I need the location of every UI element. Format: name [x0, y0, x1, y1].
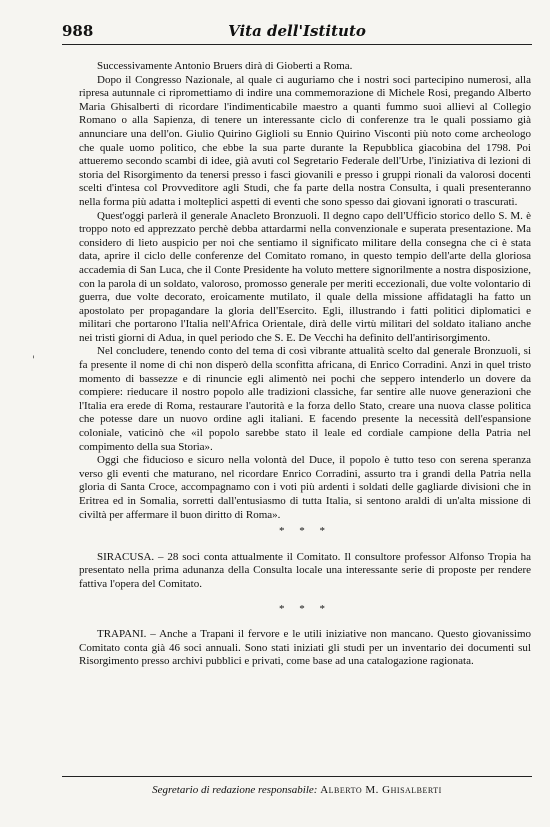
page-header	[62, 18, 532, 40]
paragraph-congresso: Dopo il Congresso Nazionale, al quale ci auguriamo che i nostri soci partecipino numerosi, alla ripresa autunnale ci ripromettiamo di indire una commemorazione di Michele Rosi, pregando Alberto Maria Ghisalberti di ricordare l'indimenticabile maestro a quanti fummo suoi allievi al Collegio Romano o alla Sapienza, di tenere un interessante ciclo di conferenze tra le quali possiamo già annunciare una dell'on. Giulio Quirino Giglioli su Ennio Quirino Visconti più noto come archeologo che quale uomo politico, che ebbe la sua parte durante la Repubblica giacobina del 1798. Poi attueremo secondo scambi di idee, già avuti col Segretario Federale dell'Urbe, l'iniziativa di lezioni di storia del Risorgimento da tenersi presso i fasci giovanili e presso i gruppi rionali da valorosi docenti scelti d'intesa col Provveditore agli Studi, che fa parte della nostra Consulta, i quali presenteranno nella forma più adatta i molteplici aspetti di eventi che sono spesso dai giovani ignorati o trascurati.	[79, 73, 531, 208]
page-footer	[62, 784, 532, 796]
paragraph-bruers: Successivamente Antonio Bruers dirà di Gioberti a Roma.	[97, 60, 353, 72]
footer-label: Segretario di redazione responsabile:	[152, 784, 318, 796]
section-separator: * * *	[279, 602, 331, 615]
footer-rule	[62, 776, 532, 777]
section-separator: * * *	[279, 525, 331, 538]
body-text	[79, 60, 531, 669]
margin-mark: '	[32, 355, 35, 366]
paragraph-bronzuoli: Quest'oggi parlerà il generale Anacleto Bronzuoli. Il degno capo dell'Ufficio storico dello S. M. è troppo noto ed apprezzato perchè debba attardarmi nella convenzionale e superata presentazione. Ma considero di lieto auspicio per noi che sentiamo il significato militare della consegna che ci è stata data, aprire il ciclo delle conferenze del Comitato romano, in questo tempio dell'arte della gloriosa accademia di San Luca, che il Conte Presidente ha voluto mettere signorilmente a nostra disposizione, con la parola di un soldato, valoroso, promosso generale per meriti eccezionali, due volte volontario di guerra, due volte decorato, eroicamente mutilato, il quale della missione affidatagli ha fatto un apostolato per propagandare la gloria dell'Esercito. Egli, illustrando i fatti politici diplomatici e militari che portarono l'Italia nell'Africa Orientale, dirà delle virtù militari del soldato italiano anche nei tristi giorni di Adua, in quel periodo che S. E. De Vecchi ha definito dell'antirisorgimento.	[79, 209, 531, 344]
header-rule	[62, 44, 532, 45]
paragraph-corradini: Oggi che fiducioso e sicuro nella volontà del Duce, il popolo è tutto teso con serena speranza verso gli eventi che maturano, nel ricordare Enrico Corradini, assurto tra i grandi della Patria nella gloria di Santa Croce, accompagnamo con i voti più ardenti i soldati delle gagliarde divisioni che in Eritrea ed in Somalia, sorretti dall'entusiasmo di tutta Italia, si sentono araldi di un'alta missione di civiltà per affermare il buon diritto di Roma».	[79, 454, 531, 521]
footer-editor-name: Alberto M. Ghisalberti	[320, 784, 442, 796]
running-title: Vita dell'Istituto	[228, 22, 366, 40]
page-number: 988	[62, 22, 94, 40]
paragraph-siracusa: SIRACUSA. – 28 soci conta attualmente il Comitato. Il consultore professor Alfonso Tropia ha presentato nella prima adunanza della Consulta locale una interessante serie di proposte per rendere fattiva l'opera del Comitato.	[79, 550, 531, 590]
paragraph-trapani: TRAPANI. – Anche a Trapani il fervore e le utili iniziative non mancano. Questo giovanissimo Comitato conta già 46 soci annuali. Sono stati iniziati gli studi per un inventario dei documenti sul Risorgimento presso archivi pubblici e privati, come base ad una catalogazione ragionata.	[79, 628, 531, 668]
paragraph-conclusione: Nel concludere, tenendo conto del tema di così vibrante attualità scelto dal generale Bronzuoli, si fa presente il nome di chi non disperò della sconfitta africana, di Enrico Corradini. Anzi in quel tristo momento di bassezze e di rinuncie egli alimentò nei pochi che seppero intenderlo un dovere da compiere: rieducare il nostro popolo alle tradizioni classiche, far sentire alle nuove generazioni che l'Italia era erede di Roma, restaurare l'autorità e la forza dello Stato, creare una nuova classe politica che potesse dare un nuovo ordine agli italiani. E facendo presente la necessità dell'espansione coloniale, vaticinò che «il popolo sarebbe stato il leale ed cordiale campione della Patria nel compimento della sua Storia».	[79, 345, 531, 453]
